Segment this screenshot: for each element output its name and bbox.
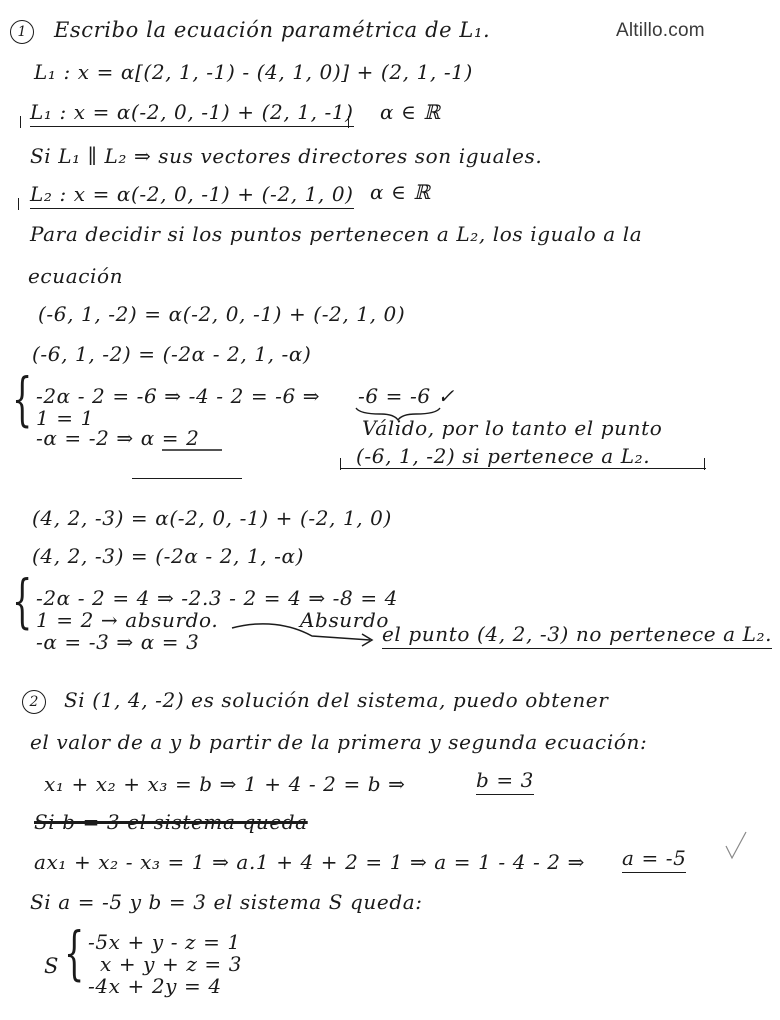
system-2-absurdo-label: Absurdo xyxy=(300,608,389,632)
system-2-conclusion: el punto (4, 2, -3) no pertenece a L₂. xyxy=(382,622,772,649)
p2-line-second-eq: ax₁ + x₂ - x₃ = 1 ⇒ a.1 + 4 + 2 = 1 ⇒ a = 1 - 4 - 2 ⇒ xyxy=(34,850,585,874)
underline-tick xyxy=(20,116,21,128)
system-1-note-valid: Válido, por lo tanto el punto xyxy=(362,416,663,440)
p1-line-l2-domain: α ∈ ℝ xyxy=(370,180,431,204)
p2-line-system-intro: Si a = -5 y b = 3 el sistema S queda: xyxy=(30,890,423,914)
underline-tick xyxy=(348,116,349,128)
system-s-eq3: -4x + 2y = 4 xyxy=(88,974,222,998)
system-2-eq2: 1 = 2 → absurdo. xyxy=(36,608,219,632)
p1-line-l1-param: L₁ : x = α(-2, 0, -1) + (2, 1, -1) xyxy=(30,100,354,127)
p2-result-b: b = 3 xyxy=(476,768,534,795)
p1-line-l1-domain: α ∈ ℝ xyxy=(380,100,441,124)
p1-line-l1-def: L₁ : x = α[(2, 1, -1) - (4, 1, 0)] + (2, 1, -1) xyxy=(34,60,473,84)
separator-line xyxy=(132,478,242,479)
underline-tick xyxy=(18,198,19,210)
p1-line-intro: Escribo la ecuación paramétrica de L₁. xyxy=(54,18,491,42)
system-1-eq3: -α = -2 ⇒ α = 2 xyxy=(36,426,200,450)
p2-result-a: a = -5 xyxy=(622,846,686,873)
system-2-eq3: -α = -3 ⇒ α = 3 xyxy=(36,630,200,654)
p1-point1-expanded: (-6, 1, -2) = (-2α - 2, 1, -α) xyxy=(32,342,312,366)
p2-line-crossed-out: Si b = 3 el sistema queda xyxy=(34,810,308,834)
problem-2-number: 2 xyxy=(22,690,46,714)
system-1-result: -6 = -6 ✓ xyxy=(358,384,455,408)
p2-line-value-ab: el valor de a y b partir de la primera y segunda ecuación: xyxy=(30,730,648,754)
system-2-eq1: -2α - 2 = 4 ⇒ -2.3 - 2 = 4 ⇒ -8 = 4 xyxy=(36,586,398,610)
p1-point2-equation: (4, 2, -3) = α(-2, 0, -1) + (-2, 1, 0) xyxy=(32,506,392,530)
p1-point2-expanded: (4, 2, -3) = (-2α - 2, 1, -α) xyxy=(32,544,305,568)
note-underline xyxy=(340,468,706,469)
problem-1-number: 1 xyxy=(10,20,34,44)
system-1-brace: { xyxy=(12,365,33,433)
system-s-label: S xyxy=(44,954,59,978)
system-1-eq2: 1 = 1 xyxy=(36,406,94,430)
p1-line-ecuacion: ecuación xyxy=(28,264,124,288)
system-1-note-belongs: (-6, 1, -2) si pertenece a L₂. xyxy=(356,444,651,468)
system-s-eq1: -5x + y - z = 1 xyxy=(88,930,241,954)
p1-line-parallel: Si L₁ ∥ L₂ ⇒ sus vectores directores son iguales. xyxy=(30,144,543,168)
system-2-brace: { xyxy=(12,567,33,635)
watermark: Altillo.com xyxy=(616,20,705,41)
system-s-eq2: x + y + z = 3 xyxy=(100,952,243,976)
p1-line-decide: Para decidir si los puntos pertenecen a L₂, los igualo a la xyxy=(30,222,643,246)
system-s-brace: { xyxy=(64,919,85,987)
system-1-eq1: -2α - 2 = -6 ⇒ -4 - 2 = -6 ⇒ xyxy=(36,384,321,408)
p2-line-intro: Si (1, 4, -2) es solución del sistema, puedo obtener xyxy=(64,688,609,712)
underline-tick xyxy=(340,458,341,470)
underline-tick xyxy=(704,458,705,470)
p1-line-l2-param: L₂ : x = α(-2, 0, -1) + (-2, 1, 0) xyxy=(30,182,354,209)
p1-point1-equation: (-6, 1, -2) = α(-2, 0, -1) + (-2, 1, 0) xyxy=(38,302,406,326)
p2-line-first-eq: x₁ + x₂ + x₃ = b ⇒ 1 + 4 - 2 = b ⇒ xyxy=(44,772,406,796)
